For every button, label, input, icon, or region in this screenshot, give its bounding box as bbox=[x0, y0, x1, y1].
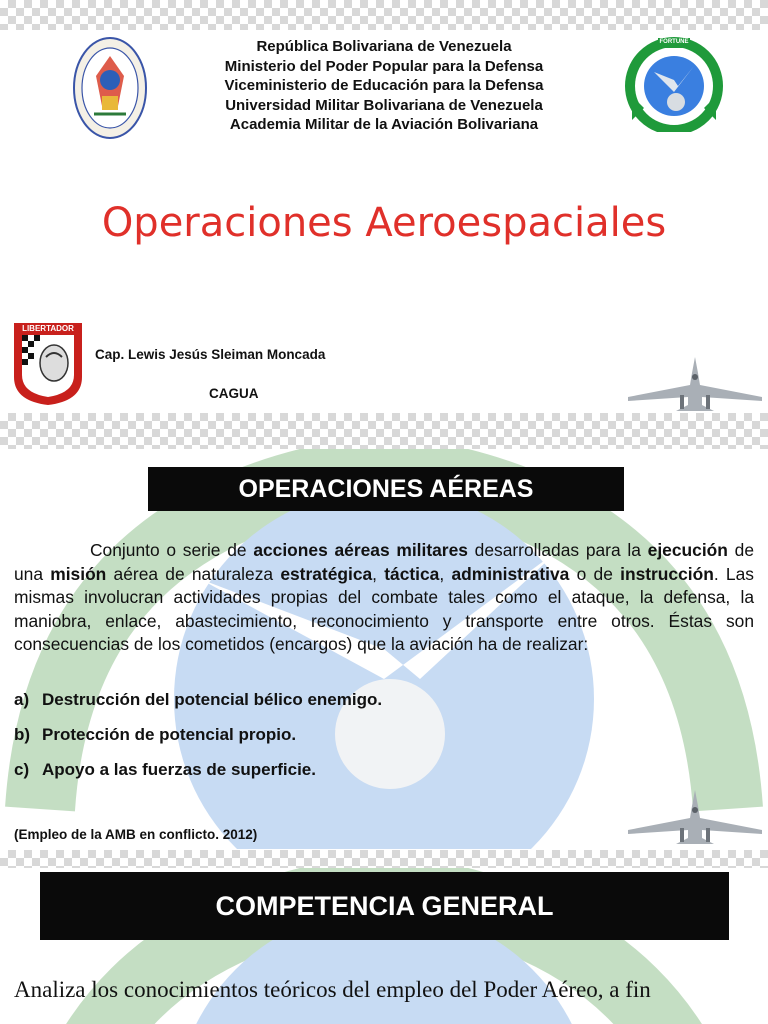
header-line-3: Viceministerio de Educación para la Defensa bbox=[224, 77, 544, 94]
list-item-text: Destrucción del potencial bélico enemigo. bbox=[42, 690, 383, 709]
para-bold-6: administrativa bbox=[451, 563, 570, 584]
section-heading-competencia: COMPETENCIA GENERAL bbox=[40, 872, 729, 940]
para-bold-4: estratégica bbox=[280, 563, 373, 584]
header-line-4: Universidad Militar Bolivariana de Venezuela bbox=[225, 96, 543, 114]
slide-title bbox=[0, 30, 768, 413]
libertador-badge-label: LIBERTADOR bbox=[22, 324, 74, 333]
slide-operaciones-aereas bbox=[0, 449, 768, 850]
para-text-3: de una bbox=[14, 540, 754, 584]
list-item-label: c) bbox=[14, 760, 30, 779]
slide-competencia bbox=[0, 868, 768, 1024]
para-text-6: , bbox=[439, 563, 452, 584]
page-title: Operaciones Aeroespaciales bbox=[101, 200, 667, 246]
definition-paragraph bbox=[14, 539, 754, 657]
list-item-label: a) bbox=[14, 690, 30, 709]
para-text-5: , bbox=[372, 563, 385, 584]
page-separator-bottom bbox=[0, 850, 768, 868]
para-text-2: desarrolladas para la bbox=[467, 540, 648, 560]
header-line-5: Academia Militar de la Aviación Bolivariana bbox=[229, 116, 539, 133]
para-bold-5: táctica bbox=[384, 563, 440, 584]
list-item-label: b) bbox=[14, 725, 31, 744]
list-item bbox=[14, 725, 296, 745]
list-item-text: Apoyo a las fuerzas de superficie. bbox=[42, 760, 316, 779]
list-item bbox=[14, 690, 382, 710]
libertador-badge-icon bbox=[12, 321, 84, 407]
para-text-8: . Las mismas involucran actividades propias del combate tales como el ataque, la defensa, la maniobra, enlace, abastecimiento, reconocimiento y transporte entre otros. Éstas son consecuencias de los cometidos (encargos) que la aviación ha de realizar: bbox=[14, 563, 754, 654]
page-separator-mid bbox=[0, 413, 768, 449]
list-item bbox=[14, 760, 316, 780]
fighter-jet-icon bbox=[622, 787, 768, 847]
para-bold-7: instrucción bbox=[620, 563, 714, 584]
libertador-badge bbox=[12, 321, 84, 407]
para-text-1: Conjunto o serie de bbox=[90, 540, 254, 560]
header-line-2: Ministerio del Poder Popular para la Defensa bbox=[224, 57, 544, 75]
fighter-jet-icon bbox=[622, 355, 768, 413]
para-text-4: aérea de naturaleza bbox=[106, 563, 281, 584]
para-bold-2: ejecución bbox=[647, 540, 728, 560]
page-separator-top bbox=[0, 0, 768, 30]
citation: (Empleo de la AMB en conflicto. 2012) bbox=[14, 827, 258, 842]
academy-logo-label: FORTUNE bbox=[659, 39, 689, 45]
location: CAGUA bbox=[209, 386, 259, 401]
para-text-7: o de bbox=[569, 563, 621, 584]
author-name: Cap. Lewis Jesús Sleiman Moncada bbox=[95, 347, 326, 362]
header-line-1: República Bolivariana de Venezuela bbox=[256, 38, 512, 55]
para-bold-3: misión bbox=[50, 563, 107, 584]
section-heading-operaciones: OPERACIONES AÉREAS bbox=[148, 467, 624, 511]
para-bold-1: acciones aéreas militares bbox=[253, 540, 468, 560]
competencia-text: Analiza los conocimientos teóricos del empleo del Poder Aéreo, a fin bbox=[14, 977, 651, 1002]
list-item-text: Protección de potencial propio. bbox=[42, 725, 297, 744]
